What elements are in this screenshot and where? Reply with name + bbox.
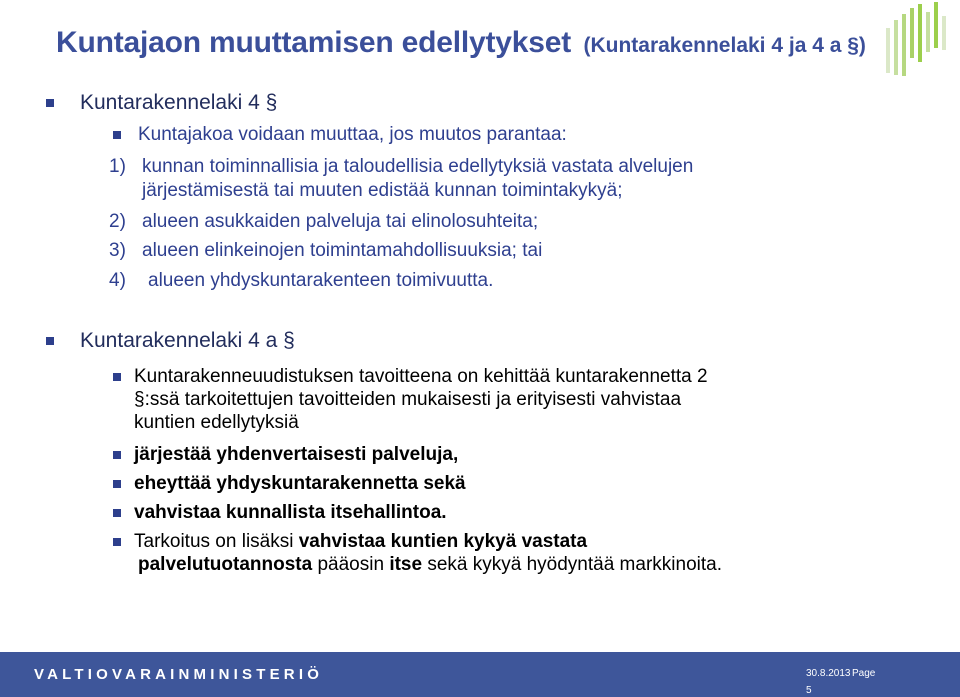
paragraph1-line1: Kuntarakenneuudistuksen tavoitteena on kehittää kuntarakennetta 2 — [134, 366, 708, 387]
bullet-icon — [46, 99, 54, 107]
bullet-icon — [113, 373, 121, 381]
bullet-icon — [113, 131, 121, 139]
footer-bar — [0, 652, 960, 697]
section2-paragraph2 — [134, 530, 722, 576]
item-4-num: 4) — [109, 270, 126, 291]
item-1-line1: kunnan toiminnallisia ja taloudellisia edellytyksiä vastata alvelujen — [142, 156, 694, 177]
goal-item-2 — [134, 472, 466, 495]
bullet-icon — [113, 451, 121, 459]
decorative-bars-graphic — [880, 0, 960, 80]
ministry-logo: VALTIOVARAINMINISTERIÖ — [34, 666, 324, 683]
item-3-num: 3) — [109, 240, 126, 261]
section1-heading: Kuntarakennelaki 4 § — [80, 91, 278, 114]
item-2-line1: alueen asukkaiden palveluja tai elinolosuhteita; — [142, 211, 539, 232]
title-sub: (Kuntarakennelaki 4 ja 4 a §) — [583, 34, 866, 57]
bullet-icon — [46, 337, 54, 345]
goal-3-text: vahvistaa kunnallista itsehallintoa. — [134, 502, 447, 523]
goal-1-text: järjestää yhdenvertaisesti palveluja, — [134, 444, 459, 465]
section2-heading: Kuntarakennelaki 4 a § — [80, 329, 295, 352]
item-3-line1: alueen elinkeinojen toimintamahdollisuuksia; tai — [142, 240, 543, 261]
item-2-num: 2) — [109, 211, 126, 232]
bullet-icon — [113, 480, 121, 488]
footer-page-number: 5 — [806, 685, 812, 696]
section1-intro: Kuntajakoa voidaan muuttaa, jos muutos parantaa: — [138, 124, 567, 145]
paragraph2-line2: palvelutuotannosta pääosin itse sekä kykyä hyödyntää markkinoita. — [138, 554, 722, 575]
footer-date: 30.8.2013 — [806, 668, 851, 679]
bullet-icon — [113, 509, 121, 517]
goal-item-3 — [134, 501, 447, 524]
item-1-line2: järjestämisestä tai muuten edistää kunnan toimintakykyä; — [142, 180, 623, 201]
title-main: Kuntajaon muuttamisen edellytykset — [56, 26, 571, 59]
section2-paragraph1 — [134, 365, 708, 434]
paragraph1-line2: §:ssä tarkoitettujen tavoitteiden mukaisesti ja erityisesti vahvistaa — [134, 389, 682, 410]
bullet-icon — [113, 538, 121, 546]
item-1-num: 1) — [109, 156, 126, 177]
goal-item-1 — [134, 443, 458, 466]
item-4-line1: alueen yhdyskuntarakenteen toimivuutta. — [148, 270, 494, 291]
paragraph1-line3: kuntien edellytyksiä — [134, 412, 299, 433]
footer-page-label: Page — [852, 668, 876, 679]
slide-title — [56, 26, 866, 60]
paragraph2-line1: Tarkoitus on lisäksi vahvistaa kuntien kykyä vastata — [134, 531, 588, 552]
goal-2-text: eheyttää yhdyskuntarakennetta sekä — [134, 473, 466, 494]
